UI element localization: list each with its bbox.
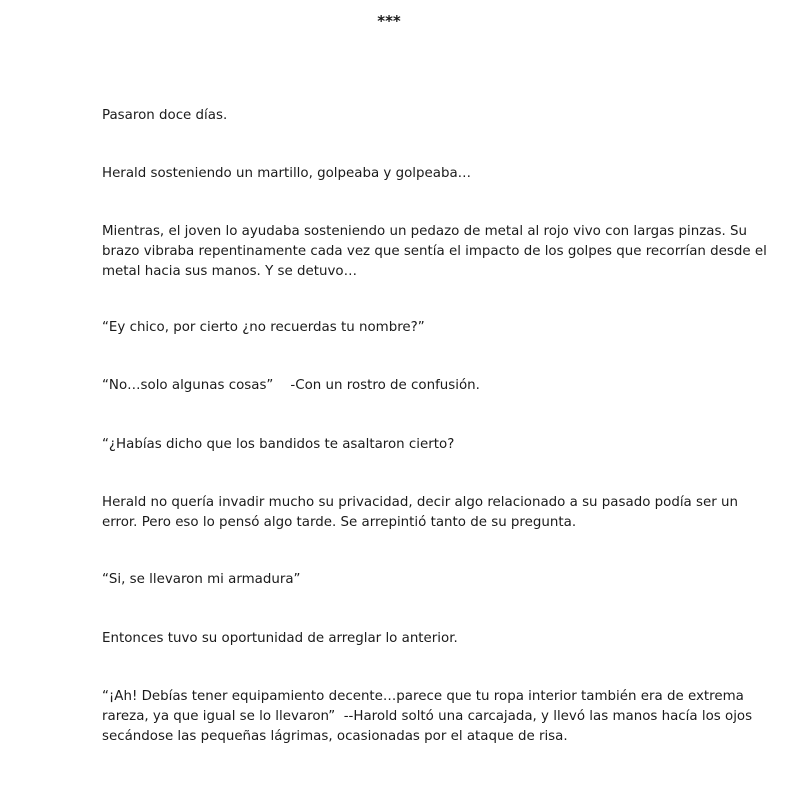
- paragraph: [102, 629, 702, 649]
- paragraph-line: “No…solo algunas cosas” -Con un rostro de confusión.: [102, 378, 480, 393]
- paragraph-line: error. Pero eso lo pensó algo tarde. Se arrepintió tanto de su pregunta.: [102, 515, 577, 530]
- paragraph-line: “Si, se llevaron mi armadura”: [102, 572, 301, 587]
- paragraph: [102, 164, 702, 184]
- paragraph-line: Herald sosteniendo un martillo, golpeaba y golpeaba…: [102, 166, 472, 181]
- paragraph: [102, 222, 767, 282]
- paragraph: [102, 376, 702, 396]
- paragraph: [102, 106, 702, 126]
- paragraph: [102, 318, 702, 338]
- paragraph: [102, 435, 702, 455]
- scene-separator: ***: [377, 12, 401, 30]
- paragraph-line: secándose las pequeñas lágrimas, ocasionadas por el ataque de risa.: [102, 729, 568, 744]
- paragraph-line: metal hacia sus manos. Y se detuvo…: [102, 264, 357, 279]
- paragraph: [102, 687, 753, 747]
- paragraph: [102, 493, 738, 533]
- paragraph-line: “¡Ah! Debías tener equipamiento decente…parece que tu ropa interior también era de extrema: [102, 689, 744, 704]
- paragraph-line: Mientras, el joven lo ayudaba sosteniendo un pedazo de metal al rojo vivo con largas pinzas. Su: [102, 224, 747, 239]
- paragraph-line: “Ey chico, por cierto ¿no recuerdas tu nombre?”: [102, 320, 425, 335]
- paragraph-line: “¿Habías dicho que los bandidos te asaltaron cierto?: [102, 437, 455, 452]
- paragraph-line: Herald no quería invadir mucho su privacidad, decir algo relacionado a su pasado podía ser un: [102, 495, 738, 510]
- paragraph: [102, 570, 702, 590]
- paragraph-line: Pasaron doce días.: [102, 108, 228, 123]
- paragraph-line: Entonces tuvo su oportunidad de arreglar lo anterior.: [102, 631, 458, 646]
- paragraph-line: rareza, ya que igual se lo llevaron” --Harold soltó una carcajada, y llevó las manos hacía los ojos: [102, 709, 753, 724]
- paragraph-line: brazo vibraba repentinamente cada vez que sentía el impacto de los golpes que recorrían desde el: [102, 244, 767, 259]
